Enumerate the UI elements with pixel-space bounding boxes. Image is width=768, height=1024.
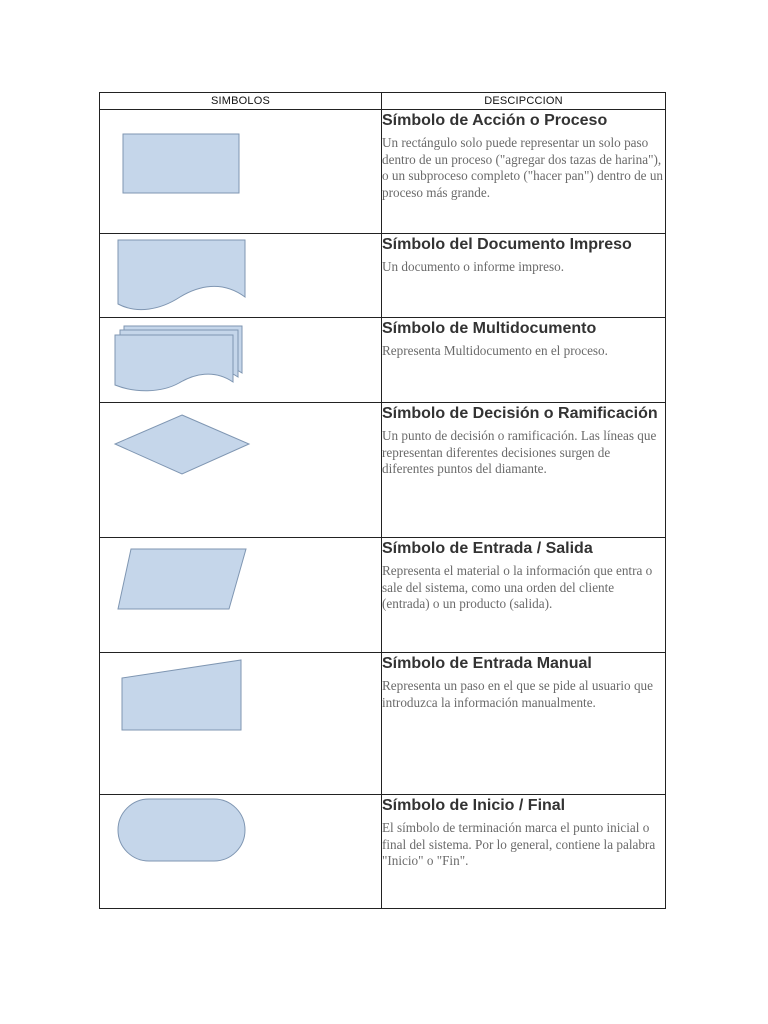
symbol-title: Símbolo del Documento Impreso [382, 236, 632, 253]
description-cell [382, 403, 666, 538]
decision-diamond-icon [100, 403, 382, 538]
symbol-cell [100, 538, 382, 653]
table-row [100, 318, 666, 403]
description-cell [382, 234, 666, 318]
symbol-title: Símbolo de Entrada Manual [382, 655, 592, 672]
symbol-cell [100, 110, 382, 234]
description-cell [382, 653, 666, 795]
symbol-description: Representa un paso en el que se pide al usuario que introduzca la información manualmente. [382, 678, 653, 710]
symbol-cell [100, 234, 382, 318]
symbol-cell [100, 795, 382, 909]
manual-input-icon [100, 653, 382, 795]
symbol-description: Representa Multidocumento en el proceso. [382, 343, 608, 358]
terminator-icon [100, 795, 382, 909]
table-row [100, 538, 666, 653]
symbol-title: Símbolo de Decisión o Ramificación [382, 405, 658, 422]
header-symbols: SIMBOLOS [100, 93, 382, 110]
symbol-title: Símbolo de Entrada / Salida [382, 540, 593, 557]
table-row [100, 403, 666, 538]
symbol-cell [100, 403, 382, 538]
symbol-title: Símbolo de Multidocumento [382, 320, 597, 337]
header-description: DESCIPCCION [382, 93, 666, 110]
symbol-description: Un documento o informe impreso. [382, 259, 565, 274]
description-cell [382, 318, 666, 403]
symbol-cell [100, 653, 382, 795]
symbol-cell [100, 318, 382, 403]
flowchart-symbols-table [99, 92, 666, 909]
header-row [100, 93, 666, 110]
table-row [100, 234, 666, 318]
description-cell [382, 110, 666, 234]
description-cell [382, 795, 666, 909]
input-output-parallelogram-icon [100, 538, 382, 653]
document-icon [100, 234, 382, 318]
symbol-description: El símbolo de terminación marca el punto inicial o final del sistema. Por lo general, contiene la palabra "Inicio" o "Fin". [382, 820, 656, 868]
process-rectangle-icon [100, 110, 382, 234]
description-cell [382, 538, 666, 653]
symbol-title: Símbolo de Inicio / Final [382, 797, 566, 814]
table-row [100, 653, 666, 795]
symbol-title: Símbolo de Acción o Proceso [382, 112, 608, 129]
symbol-description: Un punto de decisión o ramificación. Las líneas que representan diferentes decisiones surgen de diferentes puntos del diamante. [382, 428, 657, 476]
multidocument-icon [100, 318, 382, 403]
table-row [100, 110, 666, 234]
symbol-description: Representa el material o la información que entra o sale del sistema, como una orden del cliente (entrada) o un producto (salida). [382, 563, 653, 611]
table-row [100, 795, 666, 909]
symbol-description: Un rectángulo solo puede representar un solo paso dentro de un proceso ("agregar dos tazas de harina"), o un subproceso completo ("hacer pan") dentro de un proceso más grande. [382, 135, 664, 200]
